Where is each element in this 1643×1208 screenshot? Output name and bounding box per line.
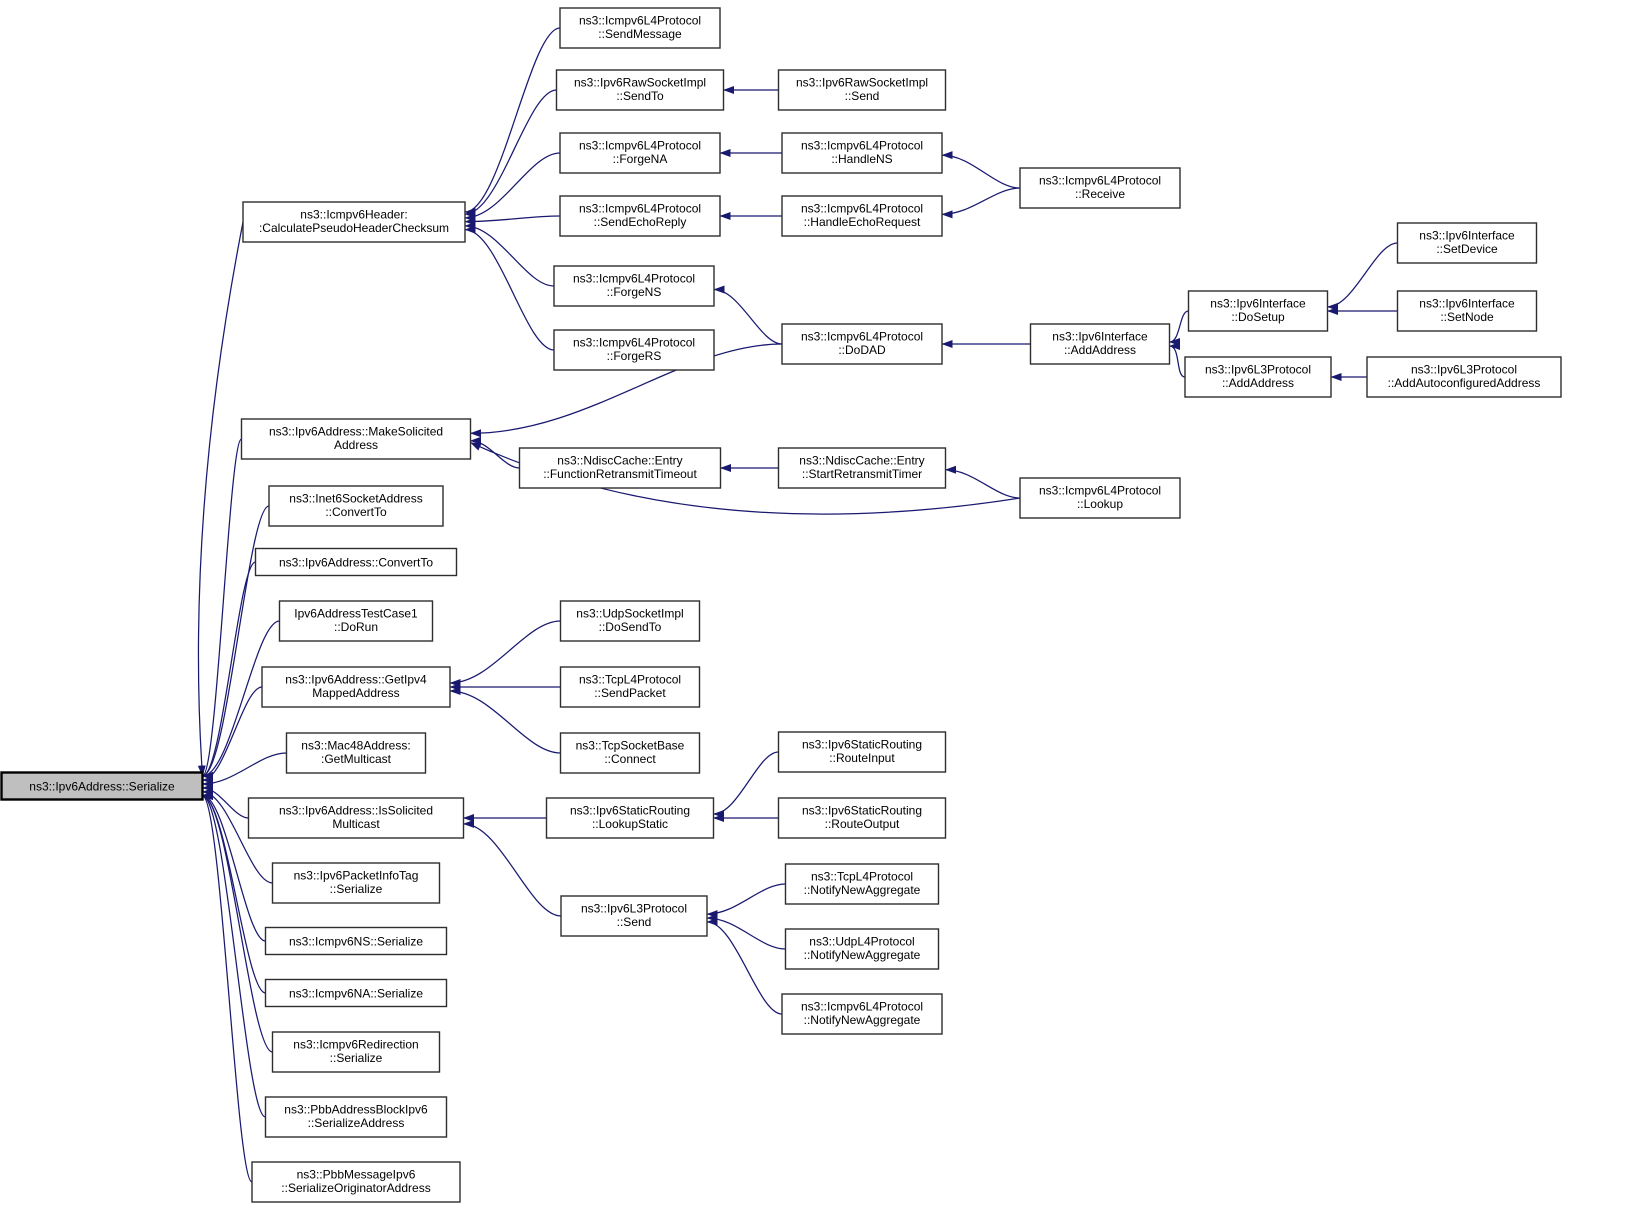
node-label-rawSend-line1: ::Send [844, 89, 880, 103]
node-label-sendEchoReply-line1: ::SendEchoReply [593, 215, 687, 229]
node-label-doRun-line0: Ipv6AddressTestCase1 [294, 606, 418, 621]
edge-sendMessage--checksum [465, 28, 560, 212]
node-udpNotify[interactable] [786, 929, 939, 969]
node-label-addAuto-line0: ns3::Ipv6L3Protocol [1410, 362, 1518, 377]
node-doRun[interactable] [280, 601, 433, 641]
node-label-routeOutput-line0: ns3::Ipv6StaticRouting [801, 803, 923, 818]
node-label-setNode-line0: ns3::Ipv6Interface [1419, 296, 1515, 311]
node-packetInfoTag[interactable] [273, 863, 440, 903]
node-doDAD[interactable] [782, 324, 942, 364]
node-doSendTo[interactable] [561, 601, 700, 641]
node-label-l3Send-line0: ns3::Ipv6L3Protocol [580, 901, 688, 916]
node-label-udpNotify-line1: ::NotifyNewAggregate [803, 948, 921, 962]
node-label-l3Send-line1: ::Send [616, 915, 652, 929]
edge-receive--handleEchoRequest [942, 188, 1020, 214]
node-tcpNotify[interactable] [786, 864, 939, 904]
node-label-routeOutput-line1: ::RouteOutput [824, 817, 900, 831]
node-label-pbbAddr-line1: ::SerializeAddress [307, 1116, 405, 1130]
node-label-pbbMsg-line0: ns3::PbbMessageIpv6 [296, 1167, 416, 1182]
edge-routeInput--lookupStatic [714, 752, 779, 814]
node-label-forgeRS-line0: ns3::Icmpv6L4Protocol [572, 335, 696, 350]
node-setDevice[interactable] [1398, 223, 1537, 263]
node-label-icmpNotify-line1: ::NotifyNewAggregate [803, 1013, 921, 1027]
node-label-connect-line1: ::Connect [604, 752, 656, 766]
node-label-makeSolicited-line0: ns3::Ipv6Address::MakeSolicited [268, 424, 444, 439]
node-label-redirection-line0: ns3::Icmpv6Redirection [293, 1037, 419, 1052]
node-setNode[interactable] [1398, 291, 1537, 331]
node-label-lookup-line1: ::Lookup [1076, 497, 1124, 511]
node-label-handleEchoRequest-line0: ns3::Icmpv6L4Protocol [800, 201, 924, 216]
node-startRetransmit[interactable] [779, 448, 946, 488]
node-connect[interactable] [561, 733, 700, 773]
node-label-startRetransmit-line1: ::StartRetransmitTimer [801, 467, 923, 481]
node-mac48GetMulticast[interactable] [287, 733, 426, 773]
node-label-funcRetransmit-line1: ::FunctionRetransmitTimeout [543, 467, 697, 481]
node-label-forgeNS-line1: ::ForgeNS [606, 285, 662, 299]
node-label-handleNS-line0: ns3::Icmpv6L4Protocol [800, 138, 924, 153]
node-receive[interactable] [1020, 168, 1180, 208]
node-label-tcpNotify-line1: ::NotifyNewAggregate [803, 883, 921, 897]
node-label-sendTo-line1: ::SendTo [616, 89, 664, 103]
node-getIpv4Mapped[interactable] [262, 667, 450, 707]
node-label-makeSolicited-line1: Address [333, 438, 379, 452]
node-label-udpNotify-line0: ns3::UdpL4Protocol [809, 934, 915, 949]
node-label-mac48GetMulticast-line0: ns3::Mac48Address: [301, 738, 411, 753]
node-label-doDAD-line0: ns3::Icmpv6L4Protocol [800, 329, 924, 344]
node-sendTo[interactable] [557, 70, 724, 110]
node-label-l3AddAddress-line1: ::AddAddress [1221, 376, 1295, 390]
node-label-packetInfoTag-line0: ns3::Ipv6PacketInfoTag [293, 868, 419, 883]
node-forgeNS[interactable] [554, 266, 714, 306]
node-label-packetInfoTag-line1: ::Serialize [329, 882, 383, 896]
node-icmpv6NS[interactable] [266, 928, 447, 955]
node-label-isSolicited-line0: ns3::Ipv6Address::IsSolicited [278, 803, 434, 818]
node-label-lookupStatic-line0: ns3::Ipv6StaticRouting [569, 803, 691, 818]
node-label-ifAddAddress-line1: ::AddAddress [1063, 343, 1137, 357]
node-label-setDevice-line1: ::SetDevice [1436, 242, 1498, 256]
node-inet6ConvertTo[interactable] [269, 486, 443, 526]
edge-doDAD--forgeNS [714, 289, 782, 344]
node-handleNS[interactable] [782, 133, 942, 173]
node-label-sendPacket-line1: ::SendPacket [594, 686, 666, 700]
node-label-startRetransmit-line0: ns3::NdiscCache::Entry [799, 453, 925, 468]
node-sendPacket[interactable] [561, 667, 700, 707]
node-label-setDevice-line0: ns3::Ipv6Interface [1419, 228, 1515, 243]
node-label-checksum-line0: ns3::Icmpv6Header: [300, 207, 408, 222]
node-lookupStatic[interactable] [547, 798, 714, 838]
node-addAuto[interactable] [1367, 357, 1561, 397]
node-routeInput[interactable] [779, 732, 946, 772]
edge-inet6ConvertTo--serialize [203, 506, 270, 776]
edge-tcpNotify--l3Send [707, 884, 786, 914]
node-label-lookupStatic-line1: ::LookupStatic [591, 817, 669, 831]
node-label-sendEchoReply-line0: ns3::Icmpv6L4Protocol [578, 201, 702, 216]
edge-funcRetransmit--makeSolicited [471, 441, 520, 468]
node-label-doSendTo-line1: ::DoSendTo [598, 620, 662, 634]
node-label-icmpNotify-line0: ns3::Icmpv6L4Protocol [800, 999, 924, 1014]
node-label-doDAD-line1: ::DoDAD [838, 343, 886, 357]
edge-lookup--startRetransmit [946, 470, 1021, 498]
node-label-getIpv4Mapped-line0: ns3::Ipv6Address::GetIpv4 [285, 672, 427, 687]
node-label-icmpv6NS-line0: ns3::Icmpv6NS::Serialize [288, 934, 424, 949]
node-label-doSetup-line1: ::DoSetup [1231, 310, 1285, 324]
node-label-handleEchoRequest-line1: ::HandleEchoRequest [803, 215, 921, 229]
edge-forgeRS--checksum [465, 230, 554, 350]
node-label-receive-line0: ns3::Icmpv6L4Protocol [1038, 173, 1162, 188]
node-makeSolicited[interactable] [242, 419, 471, 459]
node-ipv6ConvertTo[interactable] [256, 549, 457, 576]
node-label-inet6ConvertTo-line0: ns3::Inet6SocketAddress [289, 491, 423, 506]
node-label-doSendTo-line0: ns3::UdpSocketImpl [576, 606, 684, 621]
node-label-redirection-line1: ::Serialize [329, 1051, 383, 1065]
node-rawSend[interactable] [779, 70, 946, 110]
node-label-sendPacket-line0: ns3::TcpL4Protocol [578, 672, 682, 687]
node-label-forgeNA-line0: ns3::Icmpv6L4Protocol [578, 138, 702, 153]
node-checksum[interactable] [243, 202, 465, 242]
node-serialize[interactable] [2, 773, 203, 800]
node-pbbMsg[interactable] [252, 1162, 460, 1202]
edge-pbbAddr--serialize [203, 796, 266, 1117]
node-icmpv6NA[interactable] [266, 980, 447, 1007]
node-label-setNode-line1: ::SetNode [1440, 310, 1494, 324]
node-label-sendTo-line0: ns3::Ipv6RawSocketImpl [573, 75, 707, 90]
node-label-handleNS-line1: ::HandleNS [831, 152, 893, 166]
edge-sendTo--checksum [465, 90, 557, 214]
node-label-ifAddAddress-line0: ns3::Ipv6Interface [1052, 329, 1148, 344]
node-label-sendMessage-line1: ::SendMessage [598, 27, 682, 41]
node-label-forgeNA-line1: ::ForgeNA [612, 152, 668, 166]
edge-sendEchoReply--checksum [465, 216, 560, 222]
node-label-ipv6ConvertTo-line0: ns3::Ipv6Address::ConvertTo [278, 555, 434, 570]
node-label-serialize-line0: ns3::Ipv6Address::Serialize [29, 779, 175, 794]
node-label-getIpv4Mapped-line1: MappedAddress [312, 686, 400, 700]
node-funcRetransmit[interactable] [520, 448, 721, 488]
edge-setDevice--doSetup [1328, 243, 1398, 307]
node-label-receive-line1: ::Receive [1074, 187, 1126, 201]
node-lookup[interactable] [1020, 478, 1180, 518]
edge-l3AddAddress--ifAddAddress [1170, 346, 1186, 377]
node-label-funcRetransmit-line0: ns3::NdiscCache::Entry [557, 453, 683, 468]
node-label-forgeNS-line0: ns3::Icmpv6L4Protocol [572, 271, 696, 286]
edge-doSendTo--getIpv4Mapped [450, 621, 561, 683]
node-isSolicited[interactable] [249, 798, 464, 838]
node-icmpNotify[interactable] [782, 994, 942, 1034]
node-forgeNA[interactable] [560, 133, 720, 173]
node-sendMessage[interactable] [560, 8, 720, 48]
node-label-doRun-line1: ::DoRun [333, 620, 379, 634]
node-label-routeInput-line0: ns3::Ipv6StaticRouting [801, 737, 923, 752]
node-sendEchoReply[interactable] [560, 196, 720, 236]
node-label-rawSend-line0: ns3::Ipv6RawSocketImpl [795, 75, 929, 90]
node-l3Send[interactable] [561, 896, 707, 936]
node-label-routeInput-line1: ::RouteInput [829, 751, 895, 765]
edge-connect--getIpv4Mapped [450, 691, 561, 753]
node-l3AddAddress[interactable] [1185, 357, 1331, 397]
node-label-l3AddAddress-line0: ns3::Ipv6L3Protocol [1204, 362, 1312, 377]
edge-icmpNotify--l3Send [707, 922, 782, 1014]
node-label-mac48GetMulticast-line1: :GetMulticast [320, 752, 392, 766]
nodes-layer [2, 8, 1562, 1202]
node-label-sendMessage-line0: ns3::Icmpv6L4Protocol [578, 13, 702, 28]
edge-receive--handleNS [942, 155, 1020, 188]
edge-doSetup--ifAddAddress [1170, 311, 1189, 342]
node-pbbAddr[interactable] [266, 1097, 447, 1137]
edge-udpNotify--l3Send [707, 918, 786, 949]
edge-checksum--serialize [198, 222, 243, 776]
edge-forgeNS--checksum [465, 226, 554, 286]
node-label-lookup-line0: ns3::Icmpv6L4Protocol [1038, 483, 1162, 498]
edge-mac48GetMulticast--serialize [203, 753, 287, 784]
edge-pbbMsg--serialize [203, 796, 253, 1182]
node-label-inet6ConvertTo-line1: ::ConvertTo [325, 505, 387, 519]
node-label-pbbMsg-line1: ::SerializeOriginatorAddress [281, 1181, 431, 1195]
node-label-isSolicited-line1: Multicast [332, 817, 380, 831]
node-label-checksum-line1: :CalculatePseudoHeaderChecksum [258, 221, 450, 235]
node-handleEchoRequest[interactable] [782, 196, 942, 236]
node-doSetup[interactable] [1189, 291, 1328, 331]
node-forgeRS[interactable] [554, 330, 714, 370]
node-label-forgeRS-line1: ::ForgeRS [606, 349, 662, 363]
node-ifAddAddress[interactable] [1031, 324, 1170, 364]
node-label-connect-line0: ns3::TcpSocketBase [575, 738, 685, 753]
node-label-icmpv6NA-line0: ns3::Icmpv6NA::Serialize [288, 986, 424, 1001]
node-label-pbbAddr-line0: ns3::PbbAddressBlockIpv6 [284, 1102, 428, 1117]
node-label-tcpNotify-line0: ns3::TcpL4Protocol [810, 869, 914, 884]
node-label-doSetup-line0: ns3::Ipv6Interface [1210, 296, 1306, 311]
node-redirection[interactable] [273, 1032, 440, 1072]
node-label-addAuto-line1: ::AddAutoconfiguredAddress [1387, 376, 1541, 390]
node-routeOutput[interactable] [779, 798, 946, 838]
